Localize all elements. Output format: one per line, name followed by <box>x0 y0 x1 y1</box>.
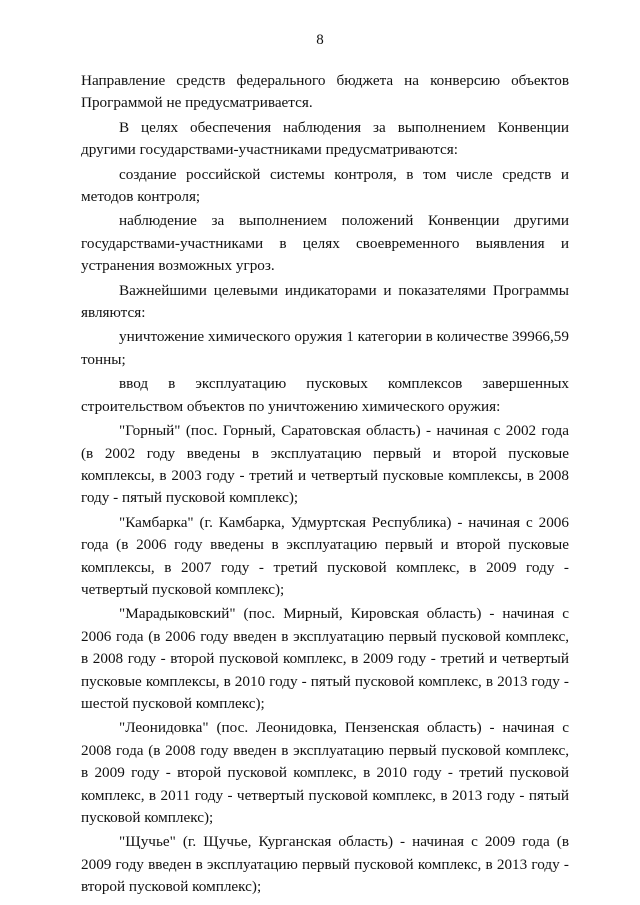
paragraph-budget-note: Направление средств федерального бюджета на конверсию объектов Программой не предусматривается. <box>81 72 569 112</box>
page-number: 8 <box>316 32 324 48</box>
paragraph-leonidovka: "Леонидовка" (пос. Леонидовка, Пензенская область) - начиная с 2008 года (в 2008 году введен в эксплуатацию первый пусковой комплекс, в 2009 году - второй пусковой комплекс, в 2010 году - третий пусковой комплекс, в 2011 году - четвертый пусковой комплекс, в 2013 году - пятый пусковой комплекс); <box>81 719 569 826</box>
paragraph-kambarka: "Камбарка" (г. Камбарка, Удмуртская Республика) - начиная с 2006 года (в 2006 году введены в эксплуатацию первый и второй пусковые комплексы, в 2007 году - третий пусковой комплекс, в 2009 году - четвертый пусковой комплекс); <box>81 513 569 598</box>
paragraph-destruction-volume: уничтожение химического оружия 1 категории в количестве 39966,59 тонны; <box>81 328 569 368</box>
paragraph-shchuchye: "Щучье" (г. Щучье, Курганская область) - начиная с 2009 года (в 2009 году введен в эксплуатацию первый пусковой комплекс, в 2013 году - второй пусковой комплекс); <box>81 833 569 896</box>
paragraph-indicators-intro: Важнейшими целевыми индикаторами и показателями Программы являются: <box>81 281 569 322</box>
paragraph-maradykovsky: "Марадыковский" (пос. Мирный, Кировская область) - начиная с 2006 года (в 2006 году введен в эксплуатацию первый пусковой комплекс, в 2008 году - второй пусковой комплекс, в 2009 году - третий и четвертый пусковые комплексы, в 2010 году - пятый пусковой комплекс, в 2013 году - шестой пусковой комплекс); <box>81 605 569 712</box>
paragraph-observation-provisions: наблюдение за выполнением положений Конвенции другими государствами-участниками в целях своевременного выявления и устранения возможных угроз. <box>81 212 569 275</box>
document-body <box>81 70 569 899</box>
paragraph-observation-intro: В целях обеспечения наблюдения за выполнением Конвенции другими государствами-участниками предусматриваются: <box>81 118 569 159</box>
paragraph-commissioning-intro: ввод в эксплуатацию пусковых комплексов завершенных строительством объектов по уничтожению химического оружия: <box>81 375 569 415</box>
paragraph-control-system: создание российской системы контроля, в том числе средств и методов контроля; <box>81 165 569 206</box>
paragraph-gorny: "Горный" (пос. Горный, Саратовская область) - начиная с 2002 года (в 2002 году введены в эксплуатацию первый и второй пусковые комплексы, в 2003 году - третий и четвертый пусковые комплексы, в 2008 году - пятый пусковой комплекс); <box>81 422 569 507</box>
